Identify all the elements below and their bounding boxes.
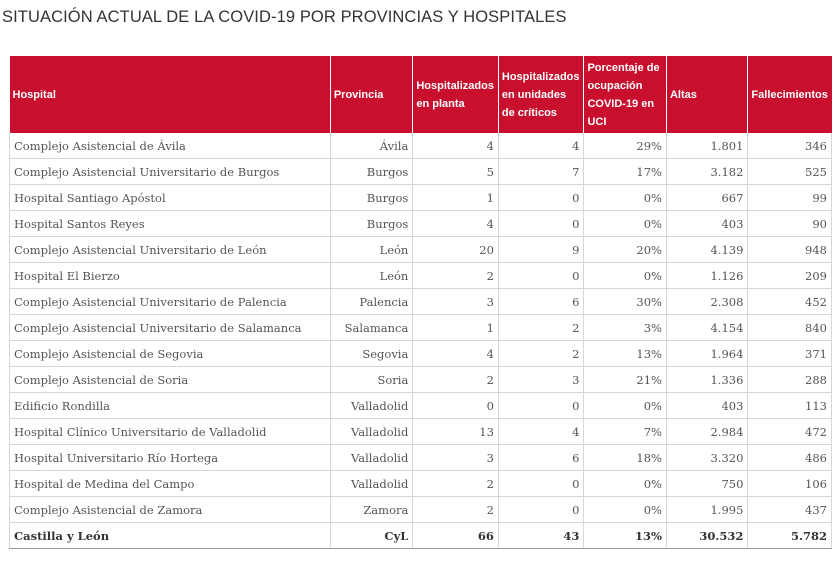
table-row bbox=[10, 315, 832, 341]
hospital-cell: Hospital Santos Reyes bbox=[10, 211, 331, 237]
planta-cell: 0 bbox=[413, 393, 499, 419]
provincia-cell: Palencia bbox=[330, 289, 413, 315]
total-planta-cell: 66 bbox=[413, 523, 499, 549]
fallecimientos-cell: 106 bbox=[748, 471, 832, 497]
criticos-cell: 0 bbox=[498, 211, 584, 237]
table-row bbox=[10, 419, 832, 445]
hospital-cell: Complejo Asistencial Universitario de Burgos bbox=[10, 159, 331, 185]
table-row bbox=[10, 393, 832, 419]
total-hospital-cell: Castilla y León bbox=[10, 523, 331, 549]
table-row bbox=[10, 211, 832, 237]
altas-cell: 3.182 bbox=[666, 159, 747, 185]
fallecimientos-cell: 486 bbox=[748, 445, 832, 471]
total-ocupacion-uci-cell: 13% bbox=[584, 523, 667, 549]
ocupacion-uci-cell: 7% bbox=[584, 419, 667, 445]
altas-cell: 1.126 bbox=[666, 263, 747, 289]
planta-cell: 1 bbox=[413, 185, 499, 211]
fallecimientos-cell: 525 bbox=[748, 159, 832, 185]
provincia-cell: Segovia bbox=[330, 341, 413, 367]
provincia-cell: Salamanca bbox=[330, 315, 413, 341]
provincia-cell: Burgos bbox=[330, 211, 413, 237]
fallecimientos-cell: 452 bbox=[748, 289, 832, 315]
planta-cell: 3 bbox=[413, 289, 499, 315]
ocupacion-uci-cell: 0% bbox=[584, 393, 667, 419]
planta-cell: 4 bbox=[413, 133, 499, 159]
table-row bbox=[10, 237, 832, 263]
provincia-cell: Valladolid bbox=[330, 393, 413, 419]
altas-cell: 1.801 bbox=[666, 133, 747, 159]
planta-cell: 20 bbox=[413, 237, 499, 263]
ocupacion-uci-cell: 3% bbox=[584, 315, 667, 341]
fallecimientos-cell: 288 bbox=[748, 367, 832, 393]
hospital-cell: Complejo Asistencial de Soria bbox=[10, 367, 331, 393]
altas-cell: 750 bbox=[666, 471, 747, 497]
ocupacion-uci-cell: 20% bbox=[584, 237, 667, 263]
table-row bbox=[10, 289, 832, 315]
hospital-cell: Hospital de Medina del Campo bbox=[10, 471, 331, 497]
hospital-cell: Complejo Asistencial de Zamora bbox=[10, 497, 331, 523]
altas-cell: 1.964 bbox=[666, 341, 747, 367]
hospital-cell: Hospital Clínico Universitario de Valladolid bbox=[10, 419, 331, 445]
provincia-cell: Valladolid bbox=[330, 419, 413, 445]
ocupacion-uci-cell: 0% bbox=[584, 211, 667, 237]
total-row bbox=[10, 523, 832, 549]
table-row bbox=[10, 497, 832, 523]
criticos-cell: 4 bbox=[498, 419, 584, 445]
ocupacion-uci-cell: 13% bbox=[584, 341, 667, 367]
page-title: SITUACIÓN ACTUAL DE LA COVID-19 POR PROVINCIAS Y HOSPITALES bbox=[2, 8, 567, 26]
ocupacion-uci-cell: 21% bbox=[584, 367, 667, 393]
criticos-cell: 0 bbox=[498, 185, 584, 211]
criticos-cell: 0 bbox=[498, 393, 584, 419]
fallecimientos-cell: 99 bbox=[748, 185, 832, 211]
planta-cell: 2 bbox=[413, 497, 499, 523]
provincia-cell: Valladolid bbox=[330, 471, 413, 497]
col-fallecimientos-header: Fallecimientos bbox=[748, 56, 832, 133]
col-ocupacion-uci-header: Porcentaje de ocupación COVID-19 en UCI bbox=[584, 56, 667, 133]
criticos-cell: 2 bbox=[498, 341, 584, 367]
hospital-cell: Complejo Asistencial de Ávila bbox=[10, 133, 331, 159]
hospital-cell: Complejo Asistencial Universitario de León bbox=[10, 237, 331, 263]
altas-cell: 667 bbox=[666, 185, 747, 211]
ocupacion-uci-cell: 17% bbox=[584, 159, 667, 185]
provincia-cell: Soria bbox=[330, 367, 413, 393]
fallecimientos-cell: 437 bbox=[748, 497, 832, 523]
altas-cell: 403 bbox=[666, 211, 747, 237]
table-row bbox=[10, 133, 832, 159]
planta-cell: 2 bbox=[413, 471, 499, 497]
fallecimientos-cell: 90 bbox=[748, 211, 832, 237]
planta-cell: 1 bbox=[413, 315, 499, 341]
fallecimientos-cell: 840 bbox=[748, 315, 832, 341]
ocupacion-uci-cell: 0% bbox=[584, 497, 667, 523]
hospital-cell: Hospital Universitario Río Hortega bbox=[10, 445, 331, 471]
altas-cell: 2.308 bbox=[666, 289, 747, 315]
provincia-cell: León bbox=[330, 237, 413, 263]
criticos-cell: 6 bbox=[498, 289, 584, 315]
total-provincia-cell: CyL bbox=[330, 523, 413, 549]
planta-cell: 4 bbox=[413, 341, 499, 367]
table-row bbox=[10, 341, 832, 367]
table-body bbox=[10, 133, 832, 549]
criticos-cell: 0 bbox=[498, 497, 584, 523]
planta-cell: 3 bbox=[413, 445, 499, 471]
col-altas-header: Altas bbox=[666, 56, 747, 133]
planta-cell: 2 bbox=[413, 367, 499, 393]
table-row bbox=[10, 367, 832, 393]
ocupacion-uci-cell: 0% bbox=[584, 263, 667, 289]
provincia-cell: Zamora bbox=[330, 497, 413, 523]
provincia-cell: Valladolid bbox=[330, 445, 413, 471]
criticos-cell: 6 bbox=[498, 445, 584, 471]
altas-cell: 4.154 bbox=[666, 315, 747, 341]
fallecimientos-cell: 113 bbox=[748, 393, 832, 419]
covid-hospital-table bbox=[9, 56, 832, 549]
criticos-cell: 2 bbox=[498, 315, 584, 341]
provincia-cell: Burgos bbox=[330, 159, 413, 185]
planta-cell: 4 bbox=[413, 211, 499, 237]
criticos-cell: 7 bbox=[498, 159, 584, 185]
fallecimientos-cell: 209 bbox=[748, 263, 832, 289]
hospital-cell: Hospital El Bierzo bbox=[10, 263, 331, 289]
ocupacion-uci-cell: 0% bbox=[584, 471, 667, 497]
criticos-cell: 4 bbox=[498, 133, 584, 159]
altas-cell: 403 bbox=[666, 393, 747, 419]
hospital-cell: Complejo Asistencial de Segovia bbox=[10, 341, 331, 367]
fallecimientos-cell: 371 bbox=[748, 341, 832, 367]
provincia-cell: Burgos bbox=[330, 185, 413, 211]
col-hospital-header: Hospital bbox=[10, 56, 331, 133]
col-criticos-header: Hospitalizados en unidades de críticos bbox=[498, 56, 584, 133]
table-row bbox=[10, 471, 832, 497]
total-criticos-cell: 43 bbox=[498, 523, 584, 549]
table-row bbox=[10, 159, 832, 185]
col-provincia-header: Provincia bbox=[330, 56, 413, 133]
header-row bbox=[10, 56, 832, 133]
hospital-cell: Edificio Rondilla bbox=[10, 393, 331, 419]
fallecimientos-cell: 472 bbox=[748, 419, 832, 445]
criticos-cell: 3 bbox=[498, 367, 584, 393]
hospital-cell: Hospital Santiago Apóstol bbox=[10, 185, 331, 211]
ocupacion-uci-cell: 30% bbox=[584, 289, 667, 315]
altas-cell: 2.984 bbox=[666, 419, 747, 445]
altas-cell: 3.320 bbox=[666, 445, 747, 471]
table-row bbox=[10, 445, 832, 471]
ocupacion-uci-cell: 18% bbox=[584, 445, 667, 471]
hospital-cell: Complejo Asistencial Universitario de Salamanca bbox=[10, 315, 331, 341]
total-altas-cell: 30.532 bbox=[666, 523, 747, 549]
col-planta-header: Hospitalizados en planta bbox=[413, 56, 499, 133]
criticos-cell: 9 bbox=[498, 237, 584, 263]
hospital-cell: Complejo Asistencial Universitario de Palencia bbox=[10, 289, 331, 315]
planta-cell: 5 bbox=[413, 159, 499, 185]
table-row bbox=[10, 185, 832, 211]
altas-cell: 1.995 bbox=[666, 497, 747, 523]
ocupacion-uci-cell: 0% bbox=[584, 185, 667, 211]
altas-cell: 1.336 bbox=[666, 367, 747, 393]
fallecimientos-cell: 346 bbox=[748, 133, 832, 159]
planta-cell: 2 bbox=[413, 263, 499, 289]
total-fallecimientos-cell: 5.782 bbox=[748, 523, 832, 549]
altas-cell: 4.139 bbox=[666, 237, 747, 263]
provincia-cell: León bbox=[330, 263, 413, 289]
table-row bbox=[10, 263, 832, 289]
ocupacion-uci-cell: 29% bbox=[584, 133, 667, 159]
planta-cell: 13 bbox=[413, 419, 499, 445]
criticos-cell: 0 bbox=[498, 471, 584, 497]
provincia-cell: Ávila bbox=[330, 133, 413, 159]
criticos-cell: 0 bbox=[498, 263, 584, 289]
fallecimientos-cell: 948 bbox=[748, 237, 832, 263]
